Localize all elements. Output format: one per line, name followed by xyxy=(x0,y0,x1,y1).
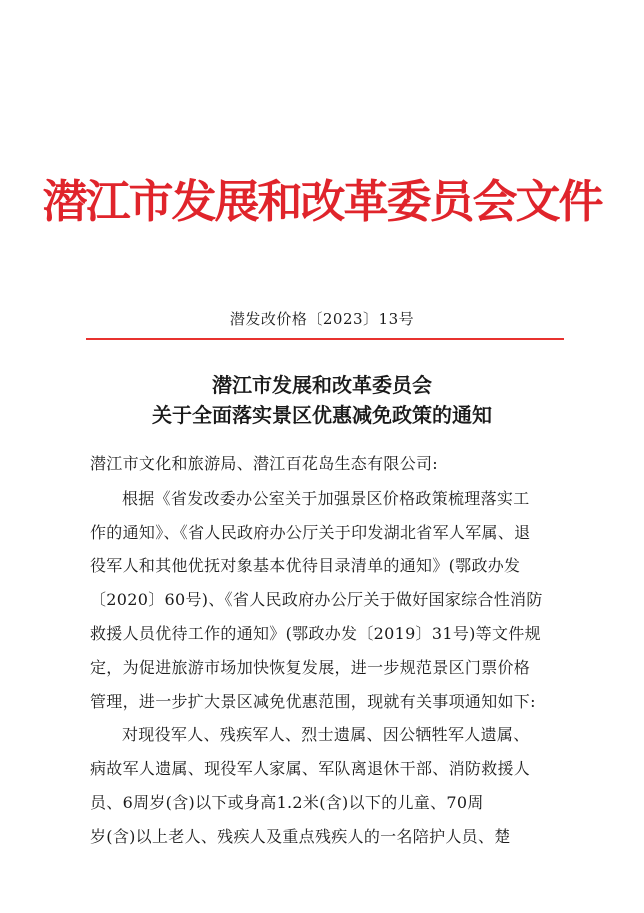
body-line: 岁(含)以上老人、残疾人及重点残疾人的一名陪护人员、楚 xyxy=(90,827,511,846)
body-line: 〔2020〕60号)、《省人民政府办公厅关于做好国家综合性消防 xyxy=(90,590,543,609)
addressee-line: 潜江市文化和旅游局、潜江百花岛生态有限公司: xyxy=(90,454,438,473)
document-header-title: 潜江市发展和改革委员会文件 xyxy=(42,175,602,228)
body-line: 役军人和其他优抚对象基本优待目录清单的通知》(鄂政办发 xyxy=(90,556,521,575)
body-line: 管理，进一步扩大景区减免优惠范围，现就有关事项通知如下: xyxy=(90,692,536,711)
body-line: 救援人员优待工作的通知》(鄂政办发〔2019〕31号)等文件规 xyxy=(90,624,541,643)
body-line: 作的通知》、《省人民政府办公厅关于印发湖北省军人军属、退 xyxy=(90,523,531,542)
notice-title-line-1: 潜江市发展和改革委员会 xyxy=(212,373,432,397)
body-line: 病故军人遗属、现役军人家属、军队离退休干部、消防救援人 xyxy=(90,759,531,778)
body-line: 员、6周岁(含)以下或身高1.2米(含)以下的儿童、70周 xyxy=(90,793,484,812)
red-divider-rule xyxy=(86,338,564,340)
body-line: 对现役军人、残疾军人、烈士遗属、因公牺牲军人遗属、 xyxy=(122,725,530,744)
body-line: 定，为促进旅游市场加快恢复发展，进一步规范景区门票价格 xyxy=(90,658,531,677)
body-line: 根据《省发改委办公室关于加强景区价格政策梳理落实工 xyxy=(122,489,530,508)
document-number: 潜发改价格〔2023〕13号 xyxy=(229,310,415,328)
notice-title-line-2: 关于全面落实景区优惠减免政策的通知 xyxy=(152,403,492,427)
